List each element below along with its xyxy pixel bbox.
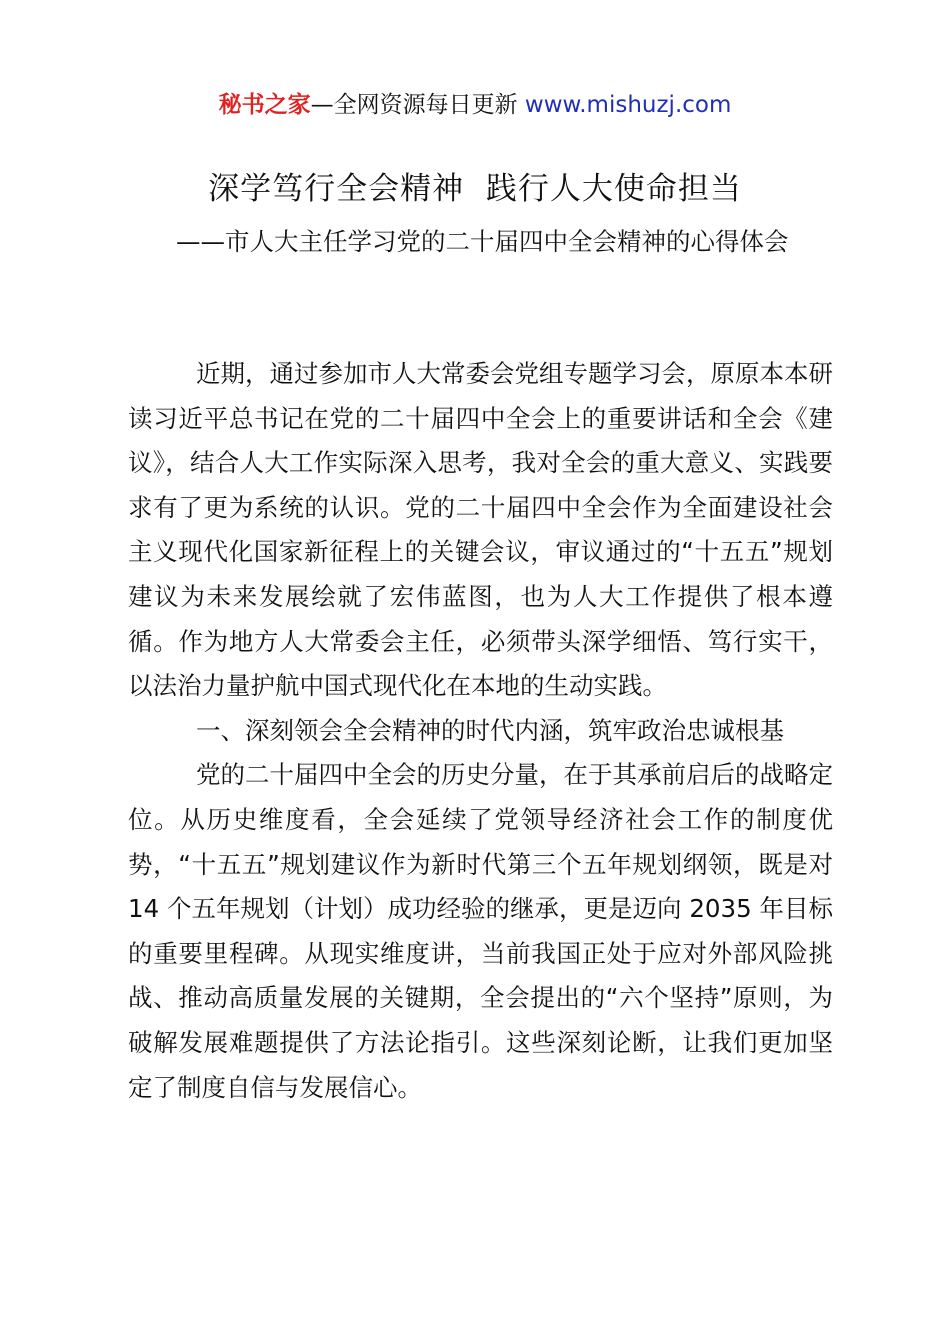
site-url-link[interactable]: www.mishuzj.com [524, 92, 732, 118]
header-tagline: —全网资源每日更新 [310, 92, 518, 118]
paragraph-section-1: 党的二十届四中全会的历史分量，在于其承前启后的战略定位。从历史维度看，全会延续了党领导经济社会工作的制度优势，“十五五”规划建议作为新时代第三个五年规划纲领，既是对 14 个五年规划（计划）成功经验的继承，更是迈向 2035 年目标的重要里程碑。从现实维度讲，当前我国正处于应对外部风险挑战、推动高质量发展的关键期，全会提出的“六个坚持”原则，为破解发展难题提供了方法论指引。这些深刻论断，让我们更加坚定了制度自信与发展信心。 [128, 760, 833, 1102]
document-subtitle: ——市人大主任学习党的二十届四中全会精神的心得体会 [176, 227, 789, 256]
document-title: 深学笃行全会精神 践行人大使命担当 [208, 171, 742, 207]
brand-name: 秘书之家 [218, 92, 311, 118]
site-header [0, 88, 950, 122]
document-body [128, 352, 833, 1110]
paragraph-intro: 近期，通过参加市人大常委会党组专题学习会，原原本本研读习近平总书记在党的二十届四中全会上的重要讲话和全会《建议》，结合人大工作实际深入思考，我对全会的重大意义、实践要求有了更为系统的认识。党的二十届四中全会作为全面建设社会主义现代化国家新征程上的关键会议，审议通过的“十五五”规划建议为未来发展绘就了宏伟蓝图，也为人大工作提供了根本遵循。作为地方人大常委会主任，必须带头深学细悟、笃行实干，以法治力量护航中国式现代化在本地的生动实践。 [128, 359, 833, 701]
section-heading-1: 一、深刻领会全会精神的时代内涵，筑牢政治忠诚根基 [196, 715, 784, 745]
